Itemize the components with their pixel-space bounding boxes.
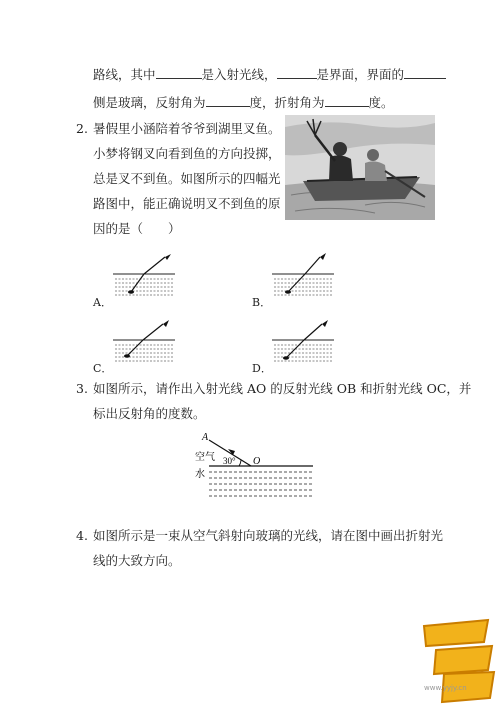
q1-blank-refraction-angle[interactable] <box>325 94 369 107</box>
q1-text-2a: 侧是玻璃，反射角为 <box>93 95 206 110</box>
option-b-diagram <box>272 252 334 302</box>
q4-line-1: 如图所示是一束从空气斜射向玻璃的光线，请在图中画出折射光 <box>93 528 444 543</box>
q3-line-1: 如图所示，请作出入射光线 AO 的反射光线 OB 和折射光线 OC，并 <box>93 381 472 396</box>
q1-text-1b: 是入射光线， <box>201 67 277 82</box>
q1-text-2b: 度，折射角为 <box>249 95 325 110</box>
reflection-refraction-diagram[interactable] <box>195 428 315 503</box>
q2-line-4: 路图中，能正确说明叉不到鱼的原 <box>93 196 281 211</box>
q4-number: 4. <box>76 528 88 543</box>
watermark-site: www.yyjy.cn <box>424 684 467 692</box>
label-a: A <box>202 432 209 443</box>
option-c-diagram <box>113 318 175 368</box>
water-label: 水 <box>195 469 205 480</box>
q4-line-2: 线的大致方向。 <box>93 553 181 568</box>
option-a-diagram <box>113 252 175 302</box>
boat-fishing-illustration <box>285 115 435 220</box>
option-d-label[interactable]: D． <box>252 362 272 375</box>
option-a-label[interactable]: A． <box>93 296 112 309</box>
q1-blank-interface[interactable] <box>277 66 317 79</box>
q1-blank-side[interactable] <box>404 66 446 79</box>
q2-line-5: 因的是（ ） <box>93 221 181 236</box>
q1-line-1 <box>93 66 446 83</box>
q2-line-1: 暑假里小涵陪着爷爷到湖里叉鱼。 <box>93 121 281 136</box>
label-o: O <box>253 456 261 467</box>
q2-number: 2. <box>76 121 88 136</box>
q3-number: 3. <box>76 381 88 396</box>
q2-line-3: 总是叉不到鱼。如图所示的四幅光 <box>93 171 281 186</box>
option-c-label[interactable]: C． <box>93 362 113 375</box>
q1-text-1a: 路线，其中 <box>93 67 156 82</box>
option-b-label[interactable]: B． <box>252 296 272 309</box>
q1-line-2 <box>93 94 394 111</box>
q1-text-2c: 度。 <box>368 95 394 110</box>
q1-blank-incident-ray[interactable] <box>156 66 202 79</box>
q1-blank-reflection-angle[interactable] <box>206 94 250 107</box>
q1-text-1c: 是界面，界面的 <box>316 67 405 82</box>
q2-line-2: 小梦将钢叉向看到鱼的方向投掷， <box>93 146 281 161</box>
q3-line-2: 标出反射角的度数。 <box>93 406 206 421</box>
angle-label: 30° <box>223 456 236 466</box>
option-d-diagram <box>272 318 334 368</box>
air-label: 空气 <box>195 452 215 463</box>
